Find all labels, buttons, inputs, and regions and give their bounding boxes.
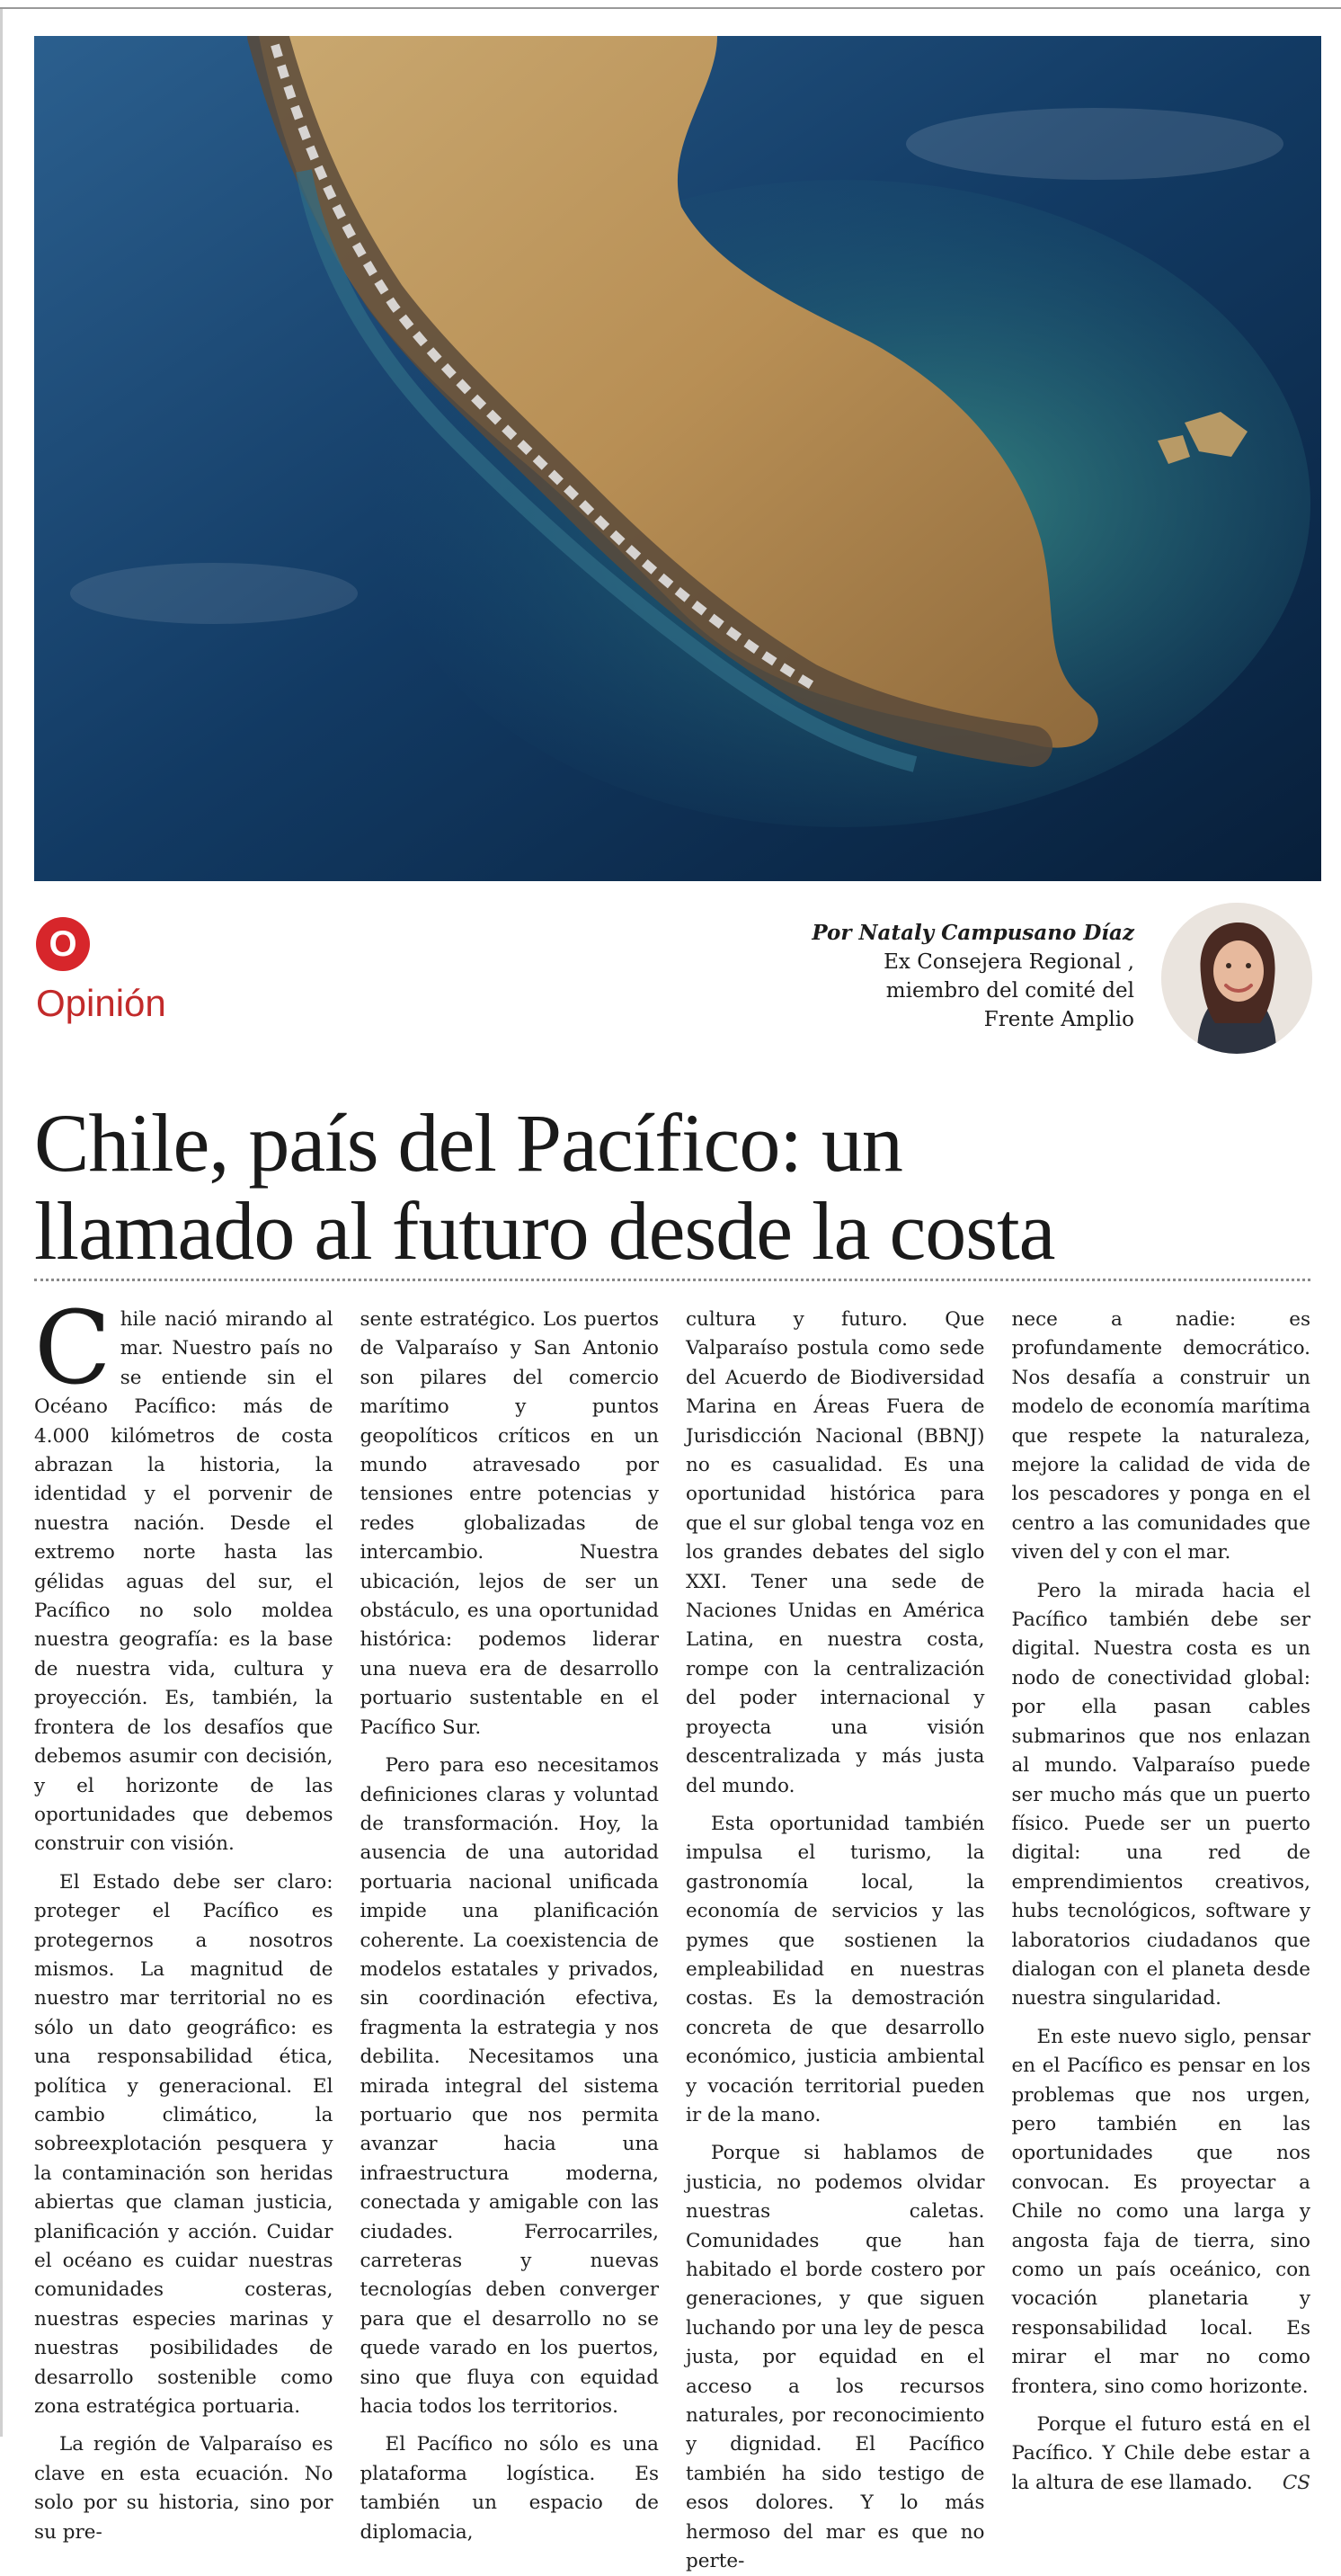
paragraph: sente estratégico. Los puertos de Valparaíso y San Antonio son pilares del comercio marítimo y puntos geopolíticos críticos en un mundo atravesado por tensiones entre potencias y redes globalizadas de intercambio. Nuestra ubicación, lejos de ser un obstáculo, es una oportunidad histórica: podemos liderar una nueva era de desarrollo portuario sustentable en el Pacífico Sur. — [360, 1308, 659, 1739]
paragraph: cultura y futuro. Que Valparaíso postula como sede del Acuerdo de Biodiversidad Marina en Áreas Fuera de Jurisdicción Nacional (BBNJ) no es casualidad. Es una oportunidad histórica para que el sur global tenga voz en los grandes debates del siglo XXI. Tener una sede de Naciones Unidas en América Latina, en nuestra costa, rompe con la centralización del poder internacional y proyecta una visión descentralizada y más justa del mundo. — [686, 1308, 985, 1797]
end-mark: CS — [1282, 2471, 1310, 2494]
byline-role-line2: miembro del comité del — [885, 979, 1134, 1003]
paragraph: Pero para eso necesitamos definiciones claras y voluntad de transformación. Hoy, la ausencia de una autoridad portuaria nacional unificada impide una planificación coherente. La coexistencia de modelos estatales y privados, sin coordinación efectiva, fragmenta la estrategia y nos debilita. Necesitamos una mirada integral del sistema portuario que nos permita avanzar hacia una infraestructura moderna, conectada y amigable con las ciudades. Ferrocarriles, carreteras y nuevas tecnologías deben converger para que el desarrollo no se quede varado en los puertos, sino que fluya con equidad hacia todos los territorios. — [360, 1754, 659, 2419]
paragraph-text: hile nació mirando al mar. Nuestro país no se entiende sin el Océano Pacífico: más de 4.000 kilómetros de costa abrazan la historia, la identidad y el porvenir de nuestra nación. Desde el extremo norte hasta las gélidas aguas del sur, el Pacífico no solo moldea nuestra geografía: es la base de nuestra vida, cultura y proyección. Es, también, la frontera de los desafíos que debemos asumir con decisión, y el horizonte de las oportunidades que debemos construir con visión. — [34, 1308, 333, 1856]
hero-satellite-image — [34, 36, 1321, 881]
paragraph: Pero la mirada hacia el Pacífico también debe ser digital. Nuestra costa es un nodo de conectividad global: por ella pasan cables submarinos que nos enlazan al mundo. Valparaíso puede ser mucho más que un puerto físico. Puede ser un puerto digital: una red de emprendimientos creativos, hubs tecnológicos, software y laboratorios ciudadanos que dialogan con el planeta desde nuestra singularidad. — [1011, 1579, 1310, 2010]
dropcap: C — [34, 1290, 111, 1407]
paragraph: nece a nadie: es profundamente democrático. Nos desafía a construir un modelo de economía marítima que respete la naturaleza, mejore la calidad de vida de los pescadores y ponga en el centro a las comunidades que viven del y con el mar. — [1011, 1308, 1310, 1564]
byline-author: Por Nataly Campusano Díaz — [812, 921, 1134, 945]
byline-role-line1: Ex Consejera Regional , — [884, 950, 1134, 974]
paragraph: El Estado debe ser claro: proteger el Pacífico es protegernos a nosotros mismos. La magnitud de nuestro mar territorial no es sólo un dato geográfico: es una responsabilidad ética, política y generacional. El cambio climático, la sobreexplotación pesquera y la contaminación son heridas abiertas que claman justicia, planificación y acción. Cuidar el océano es cuidar nuestras comunidades costeras, nuestras especies marinas y nuestras posibilidades de desarrollo sostenible como zona estratégica portuaria. — [34, 1870, 333, 2419]
paragraph: Esta oportunidad también impulsa el turismo, la gastronomía local, la economía de servicios y las pymes que sostienen la empleabilidad en nuestras costas. Es la demostración concreta de que desarrollo económico, justicia ambiental y vocación territorial pueden ir de la mano. — [686, 1812, 985, 2126]
article-column-2 — [360, 1306, 660, 2544]
paragraph: La región de Valparaíso es clave en esta ecuación. No solo por su historia, sino por su pre- — [34, 2433, 333, 2544]
paragraph-text: Porque el futuro está en el Pacífico. Y Chile debe estar a la altura de ese llamado. — [1011, 2413, 1310, 2494]
paragraph — [34, 1290, 333, 1859]
dotted-rule — [34, 1279, 1310, 1281]
paragraph: El Pacífico no sólo es una plataforma logística. Es también un espacio de diplomacia, — [360, 2433, 659, 2544]
side-rule — [0, 9, 3, 2437]
author-avatar — [1161, 903, 1312, 1054]
article-column-4 — [1011, 1306, 1311, 2494]
headline-line1: Chile, país del Pacífico: un — [34, 1097, 902, 1189]
top-rule — [0, 7, 1341, 9]
headline — [34, 1099, 1310, 1275]
headline-line2: llamado al futuro desde la costa — [34, 1185, 1055, 1277]
section-name: Opinión — [36, 982, 166, 1024]
byline — [595, 919, 1134, 1034]
article-column-3 — [686, 1306, 985, 2573]
byline-role-line3: Frente Amplio — [983, 1008, 1134, 1031]
article-body — [34, 1290, 1310, 2573]
paragraph — [1012, 2411, 1311, 2498]
section-badge: O — [36, 917, 90, 971]
paragraph: En este nuevo siglo, pensar en el Pacífico es pensar en los problemas que nos urgen, pero también en las oportunidades que nos convocan. Es proyectar a Chile no como una larga y angosta faja de tierra, sino como un país oceánico, con vocación planetaria y responsabilidad local. Es mirar el mar no como frontera, sino como horizonte. — [1011, 2025, 1310, 2398]
article-column-1 — [34, 1290, 333, 2544]
paragraph: Porque si hablamos de justicia, no podemos olvidar nuestras caletas. Comunidades que han habitado el borde costero por generaciones, y que siguen luchando por una ley de pesca justa, por equidad en el acceso a los recursos naturales, por reconocimiento y dignidad. El Pacífico también ha sido testigo de esos dolores. Y lo más hermoso del mar es que no perte- — [686, 2142, 985, 2573]
